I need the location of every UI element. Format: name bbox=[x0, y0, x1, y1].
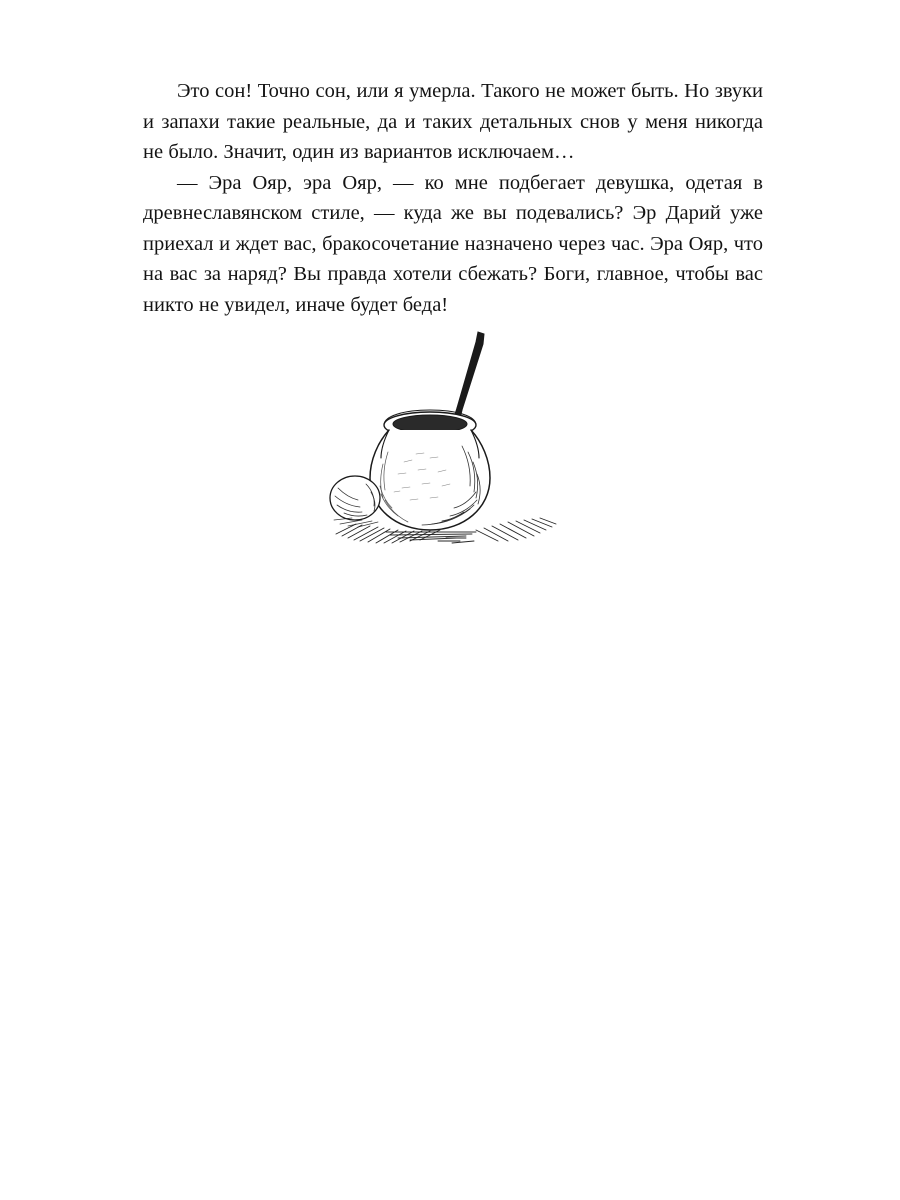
pot-with-spoon-and-stone-drawing bbox=[326, 312, 574, 562]
page-text-block bbox=[143, 76, 763, 320]
paragraph-2: — Эра Ояр, эра Ояр, — ко мне подбегает девушка, одетая в древнеславянском стиле, — куда же вы подевались? Эр Дарий уже приехал и ждет вас, бракосочетание назначено через час. Эра Ояр, что на вас за наряд? Вы правда хотели сбежать? Боги, главное, чтобы вас никто не увидел, иначе будет беда! bbox=[143, 171, 763, 316]
paragraph-1: Это сон! Точно сон, или я умерла. Такого не может быть. Но звуки и запахи такие реальные, да и таких детальных снов у меня никогда не было. Значит, один из вариантов исключаем… bbox=[143, 80, 763, 163]
